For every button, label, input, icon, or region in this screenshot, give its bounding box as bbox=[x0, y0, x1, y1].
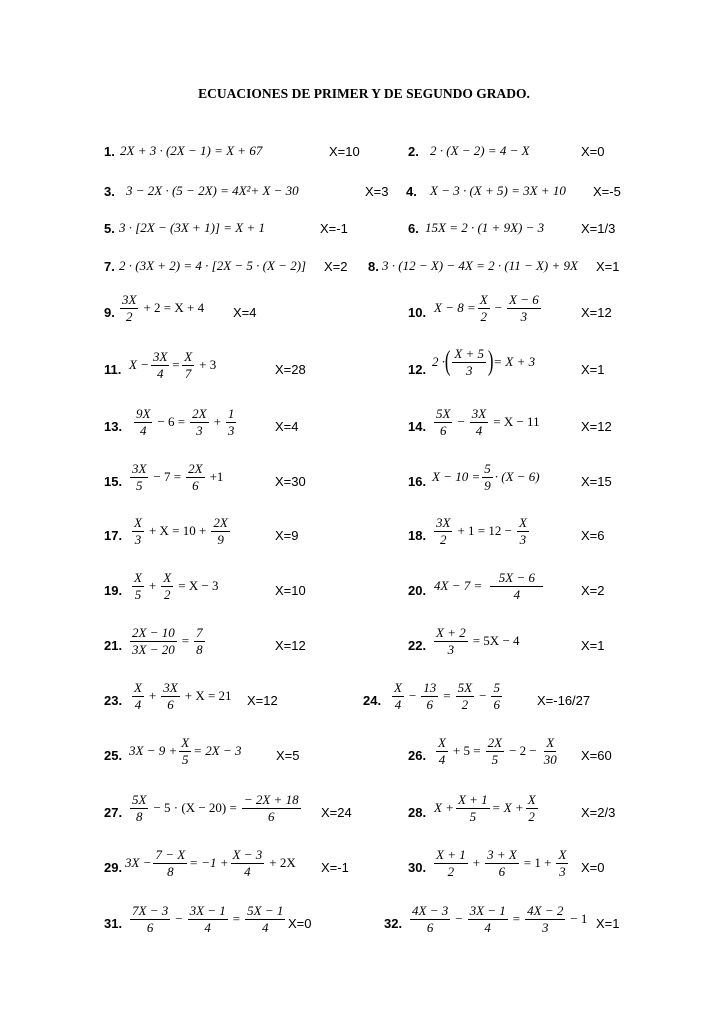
page-title: ECUACIONES DE PRIMER Y DE SEGUNDO GRADO. bbox=[198, 86, 530, 101]
equation-27: $\frac{5X}{8}$ − 5 · (X − 20) = $\frac{- 2X + 18}{6}$ bbox=[132, 792, 299, 824]
answer-19: X=10 bbox=[275, 583, 306, 598]
equation-25: 3X − 9 + $\frac{X}{5}$ = 2X − 3 bbox=[129, 735, 242, 767]
equation-number: 16. bbox=[408, 474, 427, 489]
equation-number: 20. bbox=[408, 583, 427, 598]
equation-number: 8. bbox=[368, 259, 379, 274]
equation-9: $\frac{3X}{2}$ + 2 = X + 4 bbox=[122, 292, 205, 324]
answer-27: X=24 bbox=[321, 805, 352, 820]
answer-30: X=0 bbox=[581, 860, 605, 875]
answer-28: X=2/3 bbox=[581, 805, 616, 820]
equation-17: $\frac{X}{3}$ + X = 10 + $\frac{2X}{9}$ bbox=[134, 515, 228, 547]
equation-number: 2. bbox=[408, 144, 419, 159]
equation-26: $\frac{X}{4}$ + 5 = $\frac{2X}{5}$ − 2 − $\frac{X}{30}$ bbox=[438, 735, 557, 767]
equation-number: 7. bbox=[104, 259, 115, 274]
equation-8: 3 · (12 − X) − 4X = 2 · (11 − X) + 9X bbox=[382, 258, 578, 273]
equation-number: 24. bbox=[363, 693, 382, 708]
equation-number: 18. bbox=[408, 528, 427, 543]
equation-3: 3 − 2X · (5 − 2X) = 4X²+ X − 30 bbox=[126, 183, 299, 198]
equation-number: 30. bbox=[408, 860, 427, 875]
equation-15: $\frac{3X}{5}$ − 7 = $\frac{2X}{6}$ +1 bbox=[132, 461, 224, 493]
answer-24: X=-16/27 bbox=[537, 693, 591, 708]
equation-19: $\frac{X}{5}$ + $\frac{X}{2}$ = X − 3 bbox=[134, 570, 219, 602]
equation-24: $\frac{X}{4}$ − $\frac{13}{6}$ = $\frac{5X}{2}$ − $\frac{5}{6}$ bbox=[394, 680, 500, 712]
answer-29: X=-1 bbox=[321, 860, 349, 875]
equation-number: 5. bbox=[104, 221, 115, 236]
equation-number: 26. bbox=[408, 748, 427, 763]
answer-16: X=15 bbox=[581, 474, 612, 489]
equation-number: 15. bbox=[104, 474, 123, 489]
equation-number: 1. bbox=[104, 144, 115, 159]
equation-number: 29. bbox=[104, 860, 123, 875]
answer-3: X=3 bbox=[365, 184, 389, 199]
answer-14: X=12 bbox=[581, 419, 612, 434]
equation-number: 22. bbox=[408, 638, 427, 653]
equation-number: 31. bbox=[104, 916, 123, 931]
answer-4: X=-5 bbox=[593, 184, 621, 199]
equation-18: $\frac{3X}{2}$ + 1 = 12 − $\frac{X}{3}$ bbox=[436, 515, 527, 547]
equation-number: 19. bbox=[104, 583, 123, 598]
equation-16: X − 10 = $\frac{5}{9}$ · (X − 6) bbox=[432, 461, 540, 493]
equation-number: 21. bbox=[104, 638, 123, 653]
equation-number: 14. bbox=[408, 419, 427, 434]
equation-23: $\frac{X}{4}$ + $\frac{3X}{6}$ + X = 21 bbox=[134, 680, 232, 712]
equation-1: 2X + 3 · (2X − 1) = X + 67 bbox=[120, 143, 263, 158]
answer-10: X=12 bbox=[581, 305, 612, 320]
answer-6: X=1/3 bbox=[581, 221, 616, 236]
equation-number: 3. bbox=[104, 184, 115, 199]
equation-2: 2 · (X − 2) = 4 − X bbox=[430, 143, 530, 158]
equation-number: 6. bbox=[408, 221, 419, 236]
answer-18: X=6 bbox=[581, 528, 605, 543]
answer-13: X=4 bbox=[275, 419, 299, 434]
equation-4: X − 3 · (X + 5) = 3X + 10 bbox=[430, 183, 566, 198]
equation-number: 25. bbox=[104, 748, 123, 763]
answer-15: X=30 bbox=[275, 474, 306, 489]
equation-12: 2 · ( $\frac{X + 5}{3}$ ) = X + 3 bbox=[432, 346, 536, 378]
answer-23: X=12 bbox=[247, 693, 278, 708]
answer-32: X=1 bbox=[596, 916, 620, 931]
equation-20: 4X − 7 = $\frac{5X - 6}{4}$ bbox=[434, 570, 542, 602]
equation-number: 11. bbox=[104, 362, 122, 377]
equation-14: $\frac{5X}{6}$ − $\frac{3X}{4}$ = X − 11 bbox=[436, 406, 540, 438]
answer-21: X=12 bbox=[275, 638, 306, 653]
equation-7: 2 · (3X + 2) = 4 · [2X − 5 · (X − 2)] bbox=[119, 258, 307, 273]
equation-30: $\frac{X + 1}{2}$ + $\frac{3 + X}{6}$ = 1 + $\frac{X}{3}$ bbox=[436, 847, 567, 879]
equation-29: 3X − $\frac{7 - X}{8}$ = −1 + $\frac{X - 3}{4}$ + 2X bbox=[125, 847, 296, 879]
equation-10: X − 8 = $\frac{X}{2}$ − $\frac{X - 6}{3}$ bbox=[434, 292, 539, 324]
answer-31: X=0 bbox=[288, 916, 312, 931]
equation-number: 17. bbox=[104, 528, 123, 543]
answer-25: X=5 bbox=[276, 748, 300, 763]
equation-21: $\frac{2X - 10}{3X - 20}$ = $\frac{7}{8}$ bbox=[132, 625, 203, 657]
answer-17: X=9 bbox=[275, 528, 299, 543]
answer-22: X=1 bbox=[581, 638, 605, 653]
answer-12: X=1 bbox=[581, 362, 605, 377]
answer-5: X=-1 bbox=[320, 221, 348, 236]
equation-number: 12. bbox=[408, 362, 427, 377]
equation-28: X + $\frac{X + 1}{5}$ = X + $\frac{X}{2}$ bbox=[434, 792, 536, 824]
equation-5: 3 · [2X − (3X + 1)] = X + 1 bbox=[119, 220, 265, 235]
equation-31: $\frac{7X - 3}{6}$ − $\frac{3X - 1}{4}$ = $\frac{5X - 1}{4}$ bbox=[132, 903, 284, 935]
equation-6: 15X = 2 · (1 + 9X) − 3 bbox=[425, 220, 545, 235]
answer-11: X=28 bbox=[275, 362, 306, 377]
answer-8: X=1 bbox=[596, 259, 620, 274]
answer-7: X=2 bbox=[324, 259, 348, 274]
equation-32: $\frac{4X - 3}{6}$ − $\frac{3X - 1}{4}$ = $\frac{4X - 2}{3}$ − 1 bbox=[412, 903, 588, 935]
equation-number: 4. bbox=[406, 184, 417, 199]
equation-13: $\frac{9X}{4}$ − 6 = $\frac{2X}{3}$ + $\frac{1}{3}$ bbox=[136, 406, 235, 438]
answer-1: X=10 bbox=[329, 144, 360, 159]
equation-number: 27. bbox=[104, 805, 123, 820]
equation-number: 23. bbox=[104, 693, 123, 708]
equation-number: 9. bbox=[104, 305, 115, 320]
equation-number: 13. bbox=[104, 419, 123, 434]
answer-20: X=2 bbox=[581, 583, 605, 598]
equation-22: $\frac{X + 2}{3}$ = 5X − 4 bbox=[436, 625, 520, 657]
answer-2: X=0 bbox=[581, 144, 605, 159]
answer-26: X=60 bbox=[581, 748, 612, 763]
equation-number: 32. bbox=[384, 916, 403, 931]
equation-number: 28. bbox=[408, 805, 427, 820]
equation-11: X − $\frac{3X}{4}$ = $\frac{X}{7}$ + 3 bbox=[129, 349, 217, 381]
answer-9: X=4 bbox=[233, 305, 257, 320]
equation-number: 10. bbox=[408, 305, 427, 320]
